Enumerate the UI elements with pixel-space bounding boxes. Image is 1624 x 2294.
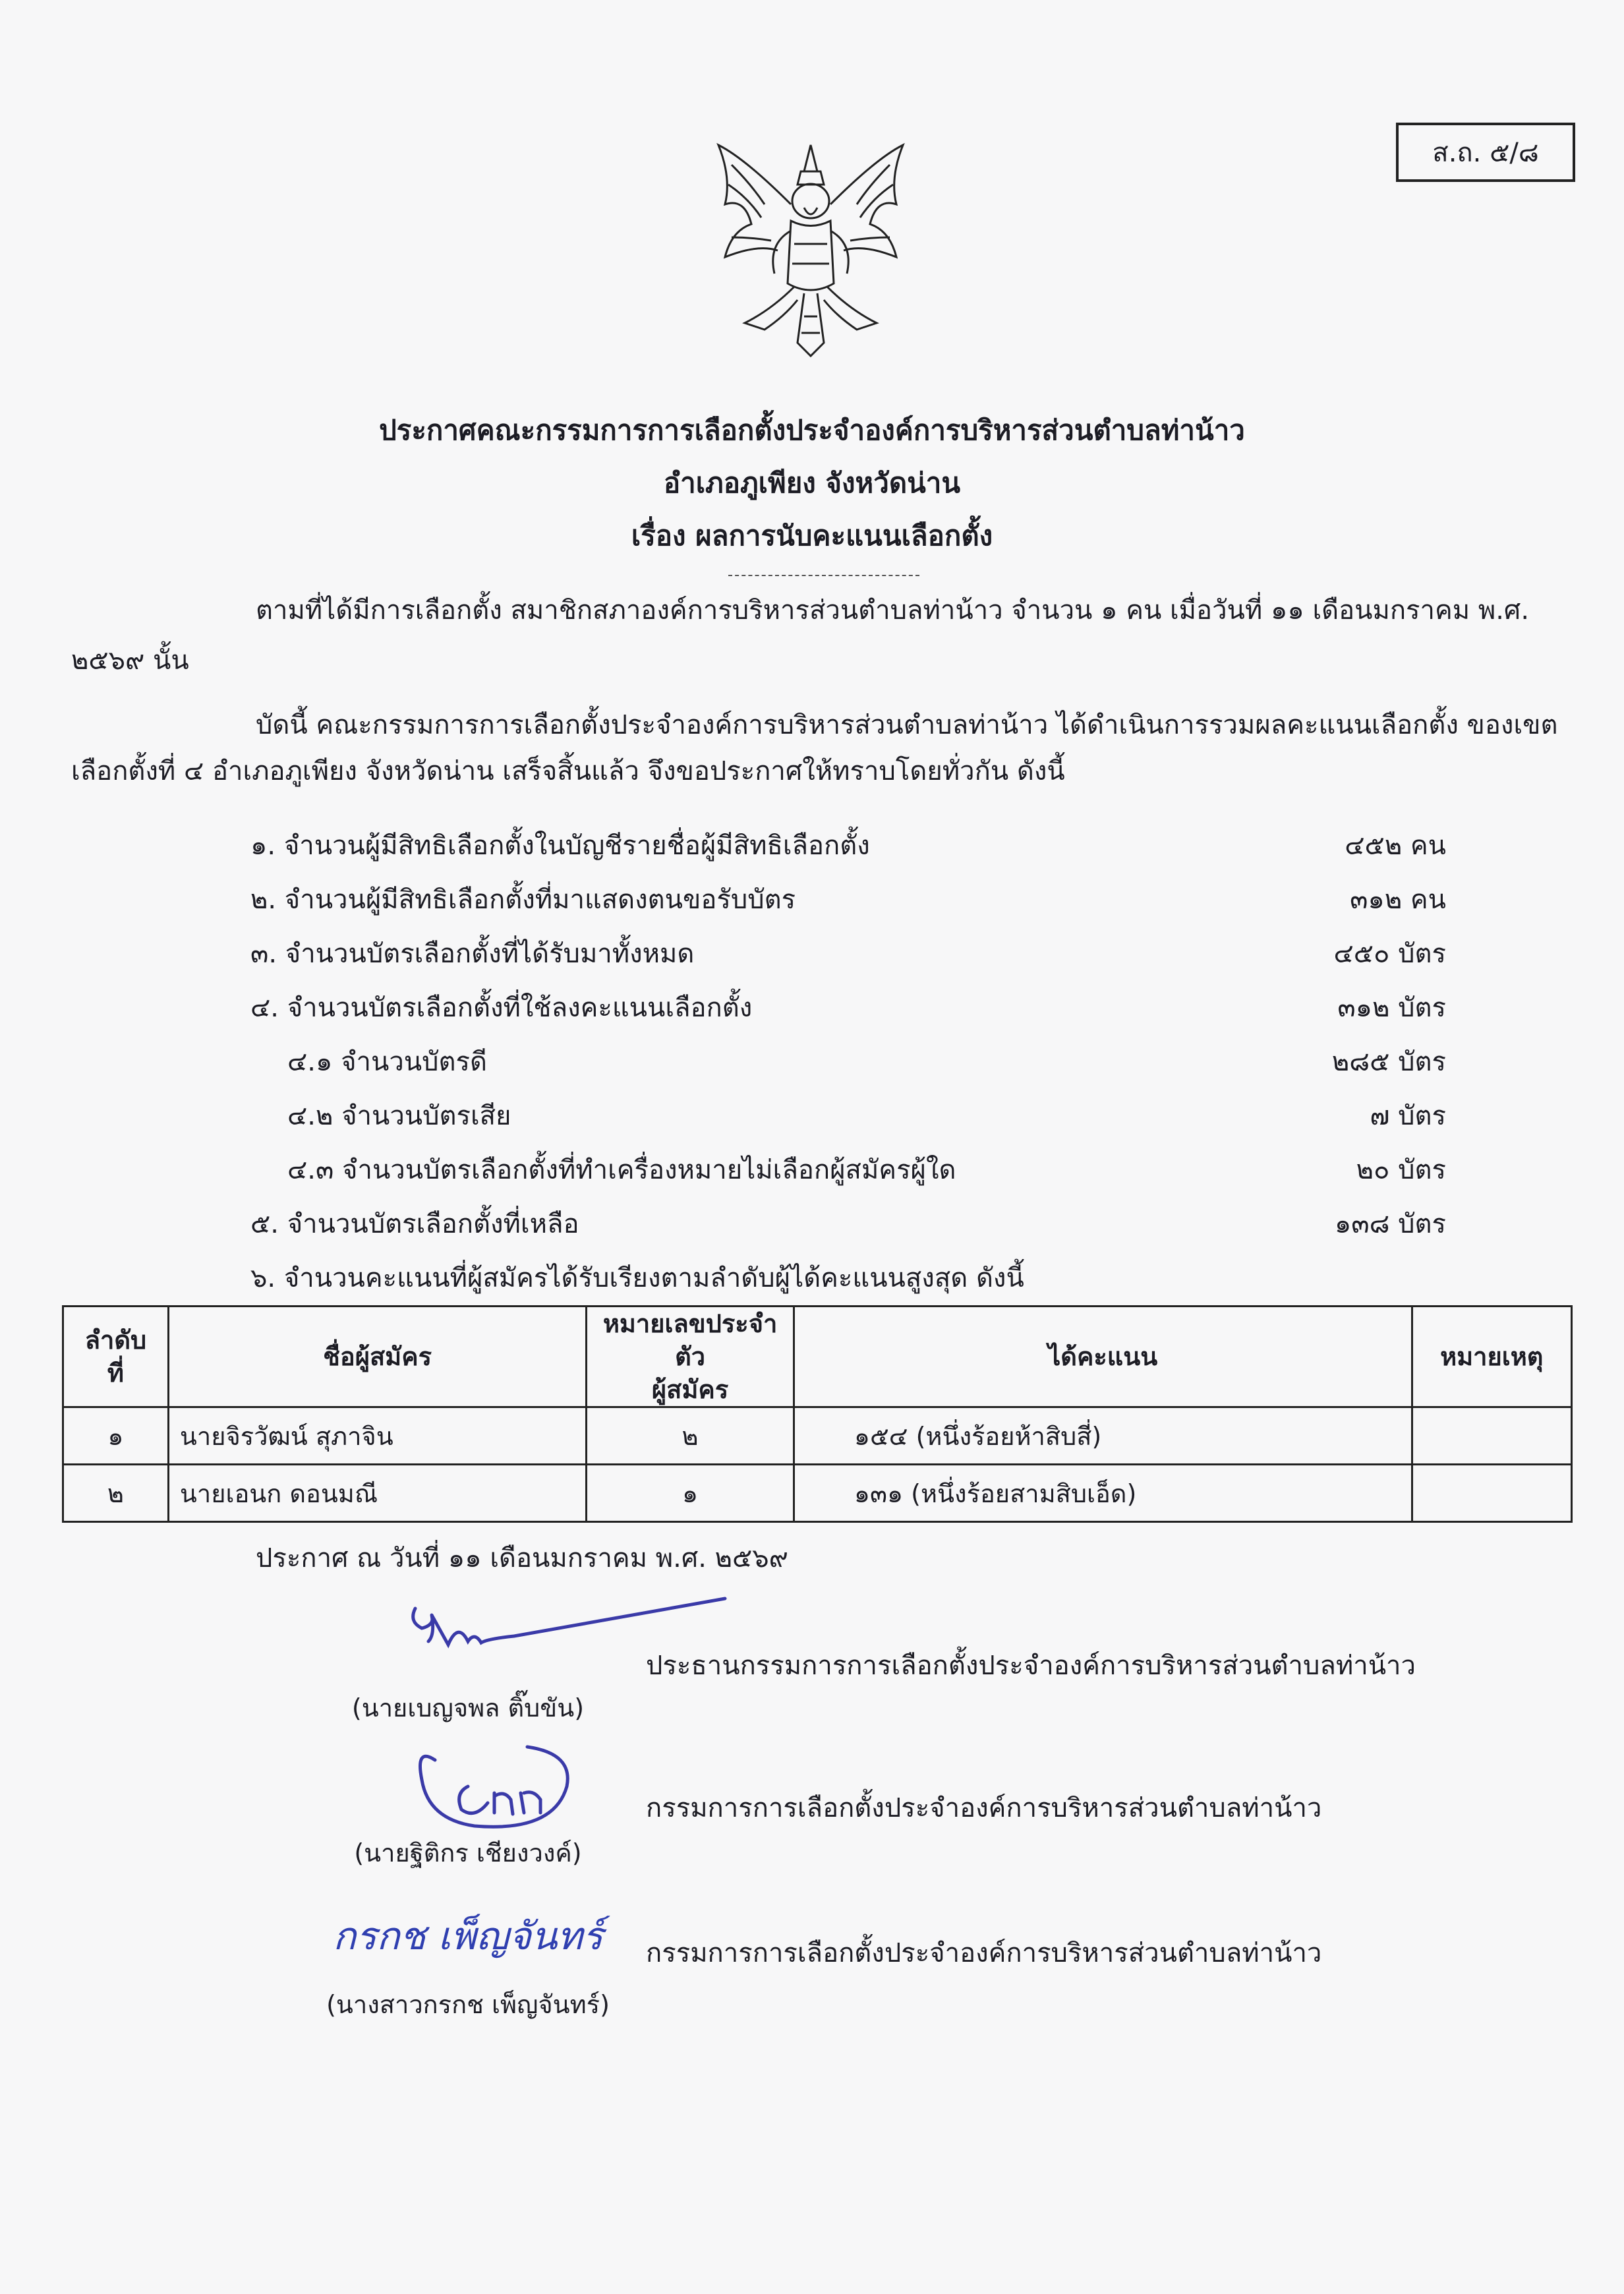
intro-paragraph-1-line-2: ๒๕๖๙ นั้น (71, 645, 189, 676)
row-candidate-name: นายจิรวัฒน์ สุภาจิน (168, 1407, 586, 1465)
intro-paragraph-2-line-1: บัดนี้ คณะกรรมการการเลือกตั้งประจำองค์การบริหารส่วนตำบลท่าน้าว ได้ดำเนินการรวมผลคะแนนเลือกตั้ง ของเขต (256, 710, 1558, 740)
row-candidate-number: ๒ (587, 1407, 794, 1465)
stat-label-voters-turnout: ๒. จำนวนผู้มีสิทธิเลือกตั้งที่มาแสดงตนขอรับบัตร (250, 885, 796, 915)
table-row (63, 1465, 1572, 1522)
stat-label-ballots-received: ๓. จำนวนบัตรเลือกตั้งที่ได้รับมาทั้งหมด (250, 939, 695, 969)
name-chairman: (นายเบญจพล ติ๊บขัน) (351, 1693, 585, 1722)
form-code-box: ส.ถ. ๕/๘ (1396, 123, 1575, 182)
role-committee-member-2: กรรมการการเลือกตั้งประจำองค์การบริหารส่วนตำบลท่าน้าว (646, 1938, 1322, 1968)
stat-value-remaining-ballots: ๑๓๘ บัตร (1334, 1209, 1446, 1239)
announcement-title: ประกาศคณะกรรมการการเลือกตั้งประจำองค์การบริหารส่วนตำบลท่าน้าว (379, 414, 1245, 446)
header-note: หมายเหตุ (1412, 1307, 1571, 1407)
stat-value-invalid-ballots: ๗ บัตร (1370, 1101, 1446, 1131)
table-header-row (63, 1307, 1572, 1407)
role-committee-member-1: กรรมการการเลือกตั้งประจำองค์การบริหารส่วนตำบลท่าน้าว (646, 1793, 1322, 1823)
district-province-line: อำเภอภูเพียง จังหวัดน่าน (663, 467, 961, 499)
signature-committee-member-2: กรกช เพ็ญจันทร์ (333, 1914, 603, 1958)
table-row (63, 1407, 1572, 1465)
signature-committee-member-1 (395, 1734, 606, 1846)
stat-label-ballots-used: ๔. จำนวนบัตรเลือกตั้งที่ใช้ลงคะแนนเลือกตั้ง (250, 993, 753, 1023)
row-order: ๒ (63, 1465, 169, 1522)
header-score: ได้คะแนน (794, 1307, 1412, 1407)
results-table (62, 1305, 1573, 1523)
stat-value-ballots-received: ๔๕๐ บัตร (1333, 939, 1446, 969)
stat-label-invalid-ballots: ๔.๒ จำนวนบัตรเสีย (287, 1101, 511, 1131)
intro-paragraph-2-line-2: เลือกตั้งที่ ๔ อำเภอภูเพียง จังหวัดน่าน เสร็จสิ้นแล้ว จึงขอประกาศให้ทราบโดยทั่วกัน ดังนี้ (71, 756, 1065, 786)
header-candidate-name: ชื่อผู้สมัคร (168, 1307, 586, 1407)
stat-label-remaining-ballots: ๕. จำนวนบัตรเลือกตั้งที่เหลือ (250, 1209, 579, 1239)
stat-label-eligible-voters: ๑. จำนวนผู้มีสิทธิเลือกตั้งในบัญชีรายชื่อผู้มีสิทธิเลือกตั้ง (250, 831, 870, 861)
stat-label-no-vote-ballots: ๔.๓ จำนวนบัตรเลือกตั้งที่ทำเครื่องหมายไม่เลือกผู้สมัครผู้ใด (287, 1155, 956, 1185)
garuda-emblem-icon (705, 132, 916, 369)
header-order: ลำดับ ที่ (63, 1307, 169, 1407)
row-note (1412, 1407, 1571, 1465)
row-candidate-number: ๑ (587, 1465, 794, 1522)
header-candidate-number: หมายเลขประจำตัว ผู้สมัคร (587, 1307, 794, 1407)
stat-label-valid-ballots: ๔.๑ จำนวนบัตรดี (287, 1047, 487, 1077)
name-committee-member-2: (นางสาวกรกช เพ็ญจันทร์) (326, 1990, 610, 2019)
stat-value-eligible-voters: ๔๕๒ คน (1345, 831, 1446, 861)
stat-value-voters-turnout: ๓๑๒ คน (1350, 885, 1446, 915)
role-chairman: ประธานกรรมการการเลือกตั้งประจำองค์การบริหารส่วนตำบลท่าน้าว (646, 1651, 1416, 1681)
stat-value-ballots-used: ๓๑๒ บัตร (1337, 993, 1446, 1023)
title-divider (728, 575, 919, 576)
announcement-date: ประกาศ ณ วันที่ ๑๑ เดือนมกราคม พ.ศ. ๒๕๖๙ (256, 1543, 788, 1573)
intro-paragraph-1-line-1: ตามที่ได้มีการเลือกตั้ง สมาชิกสภาองค์การบริหารส่วนตำบลท่าน้าว จำนวน ๑ คน เมื่อวันที่ ๑๑ เดือนมกราคม พ.ศ. (256, 595, 1530, 626)
name-committee-member-1: (นายฐิติกร เชียงวงค์) (354, 1838, 582, 1868)
subject-line: เรื่อง ผลการนับคะแนนเลือกตั้ง (631, 519, 993, 552)
row-score: ๑๕๔ (หนึ่งร้อยห้าสิบสี่) (794, 1407, 1412, 1465)
row-candidate-name: นายเอนก ดอนมณี (168, 1465, 586, 1522)
row-score: ๑๓๑ (หนึ่งร้อยสามสิบเอ็ด) (794, 1465, 1412, 1522)
stat-label-candidate-scores: ๖. จำนวนคะแนนที่ผู้สมัครได้รับเรียงตามลำดับผู้ได้คะแนนสูงสุด ดังนี้ (250, 1263, 1024, 1293)
row-order: ๑ (63, 1407, 169, 1465)
row-note (1412, 1465, 1571, 1522)
stat-value-no-vote-ballots: ๒๐ บัตร (1356, 1155, 1446, 1185)
stat-value-valid-ballots: ๒๘๕ บัตร (1331, 1047, 1446, 1077)
